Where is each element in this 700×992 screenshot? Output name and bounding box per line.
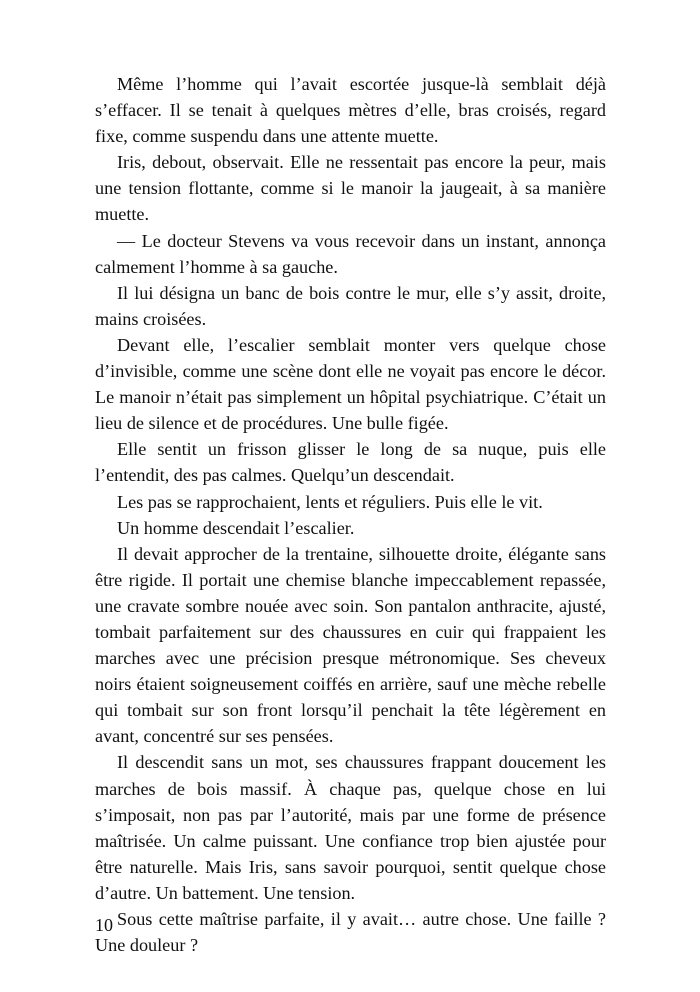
- paragraph: Même l’homme qui l’avait escortée jusque-là semblait déjà s’effacer. Il se tenait à quelques mètres d’elle, bras croisés, regard fixe, comme suspendu dans une attente muette.: [95, 74, 606, 147]
- paragraph: Un homme descendait l’escalier.: [117, 517, 355, 538]
- paragraph: Il descendit sans un mot, ses chaussures frappant doucement les marches de bois massif. À chaque pas, quelque chose en lui s’imposait, non pas par l’autorité, mais par une forme de présence maîtrisée. Un calme puissant. Une confiance trop bien ajustée pour être naturelle. Mais Iris, sans savoir pourquoi, sentit quelque chose d’autre. Un battement. Une tension.: [95, 752, 606, 903]
- page-body: [95, 71, 606, 958]
- paragraph: Sous cette maîtrise parfaite, il y avait… autre chose. Une faille ? Une douleur ?: [95, 909, 606, 956]
- paragraph: Il devait approcher de la trentaine, silhouette droite, élégante sans être rigide. Il portait une chemise blanche impeccablement repassée, une cravate sombre nouée avec soin. Son pantalon anthracite, ajusté, tombait parfaitement sur des chaussures en cuir qui frappaient les marches avec une précision presque métronomique. Ses cheveux noirs étaient soigneusement coiffés en arrière, sauf une mèche rebelle qui tombait sur son front lorsqu’il penchait la tête légèrement en avant, concentré sur ses pensées.: [95, 543, 606, 747]
- paragraph-dialogue: — Le docteur Stevens va vous recevoir dans un instant, annonça calmement l’homme à sa gauche.: [95, 230, 606, 277]
- paragraph: Elle sentit un frisson glisser le long de sa nuque, puis elle l’entendit, des pas calmes. Quelqu’un descendait.: [95, 439, 606, 486]
- paragraph: Les pas se rapprochaient, lents et réguliers. Puis elle le vit.: [117, 491, 543, 512]
- paragraph: Devant elle, l’escalier semblait monter vers quelque chose d’invisible, comme une scène dont elle ne voyait pas encore le décor. Le manoir n’était pas simplement un hôpital psychiatrique. C’était un lieu de silence et de procédures. Une bulle figée.: [95, 334, 606, 434]
- paragraph: Iris, debout, observait. Elle ne ressentait pas encore la peur, mais une tension flottante, comme si le manoir la jaugeait, à sa manière muette.: [95, 152, 606, 225]
- page-number: 10: [95, 915, 113, 935]
- paragraph: Il lui désigna un banc de bois contre le mur, elle s’y assit, droite, mains croisées.: [95, 282, 606, 329]
